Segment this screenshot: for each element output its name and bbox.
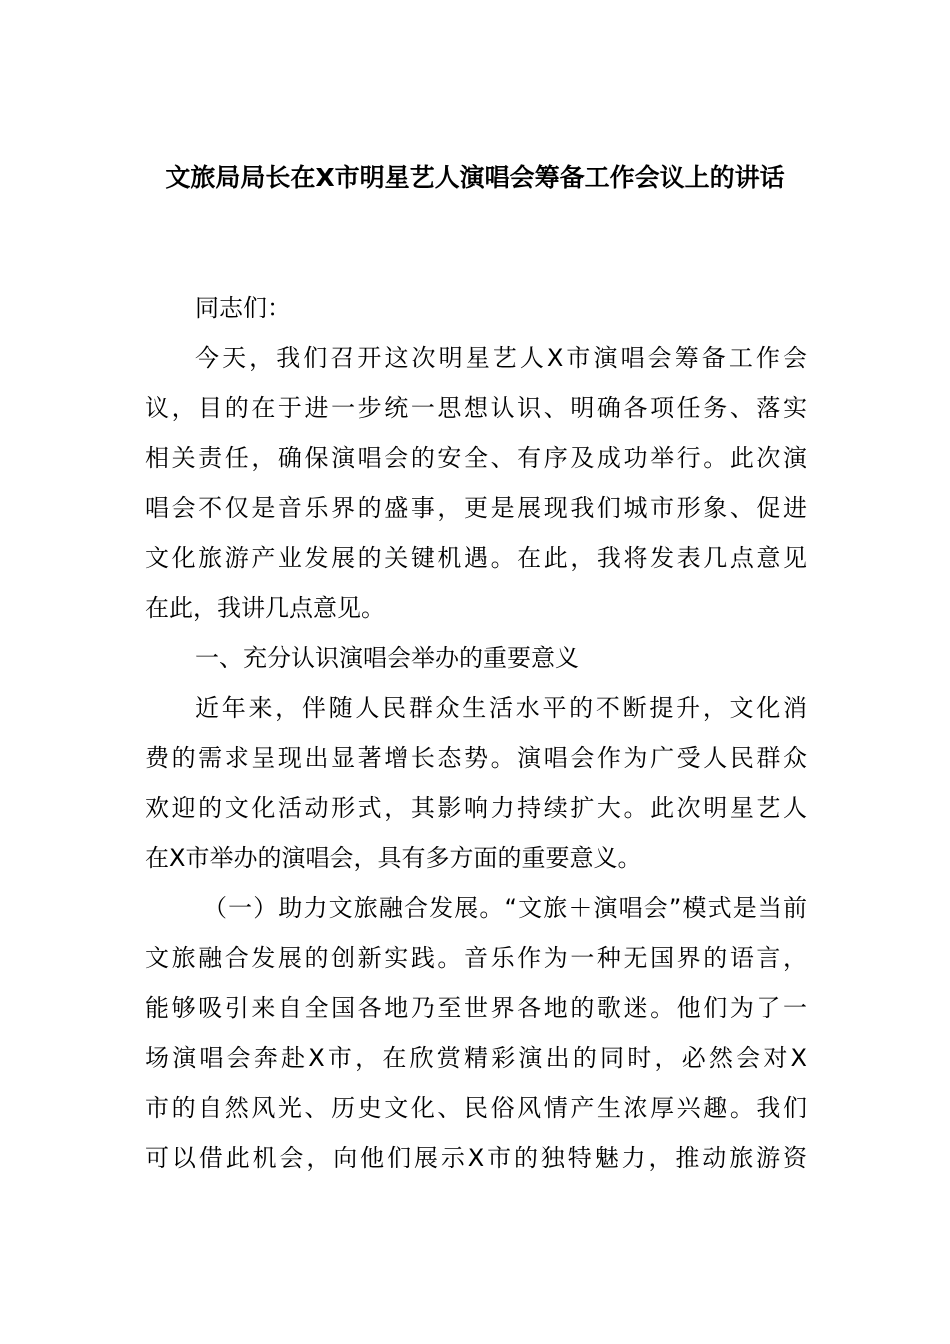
paragraph-line: 市的自然风光、历史文化、民俗风情产生浓厚兴趣。我们 bbox=[145, 1094, 807, 1122]
paragraph-line: 费的需求呈现出显著增长态势。演唱会作为广受人民群众 bbox=[145, 744, 807, 772]
document-body bbox=[145, 283, 807, 1183]
paragraph-line: 可以借此机会，向他们展示X市的独特魅力，推动旅游资 bbox=[145, 1144, 807, 1172]
salutation: 同志们： bbox=[195, 294, 291, 322]
paragraph-line: 在此，我讲几点意见。 bbox=[145, 594, 385, 622]
paragraph-line: 能够吸引来自全国各地乃至世界各地的歌迷。他们为了一 bbox=[145, 994, 807, 1022]
paragraph-line: 今天，我们召开这次明星艺人X市演唱会筹备工作会 bbox=[195, 344, 807, 372]
paragraph-line: 在X市举办的演唱会，具有多方面的重要意义。 bbox=[145, 844, 642, 872]
paragraph-line: 场演唱会奔赴X市，在欣赏精彩演出的同时，必然会对X bbox=[145, 1044, 807, 1072]
document-title: 文旅局局长在X市明星艺人演唱会筹备工作会议上的讲话 bbox=[165, 163, 785, 192]
paragraph-line: 相关责任，确保演唱会的安全、有序及成功举行。此次演 bbox=[145, 444, 807, 472]
section-heading: 一、充分认识演唱会举办的重要意义 bbox=[195, 644, 579, 672]
paragraph-line: 唱会不仅是音乐界的盛事，更是展现我们城市形象、促进 bbox=[145, 494, 807, 522]
paragraph-line: 议，目的在于进一步统一思想认识、明确各项任务、落实 bbox=[145, 394, 807, 422]
paragraph-line: 欢迎的文化活动形式，其影响力持续扩大。此次明星艺人 bbox=[145, 794, 807, 822]
subsection-line: （一）助力文旅融合发展。“文旅＋演唱会”模式是当前 bbox=[203, 894, 807, 922]
paragraph-line: 文旅融合发展的创新实践。音乐作为一种无国界的语言， bbox=[145, 944, 807, 972]
paragraph-line: 近年来，伴随人民群众生活水平的不断提升，文化消 bbox=[195, 694, 807, 722]
paragraph-line: 文化旅游产业发展的关键机遇。在此，我将发表几点意见 bbox=[145, 544, 807, 572]
